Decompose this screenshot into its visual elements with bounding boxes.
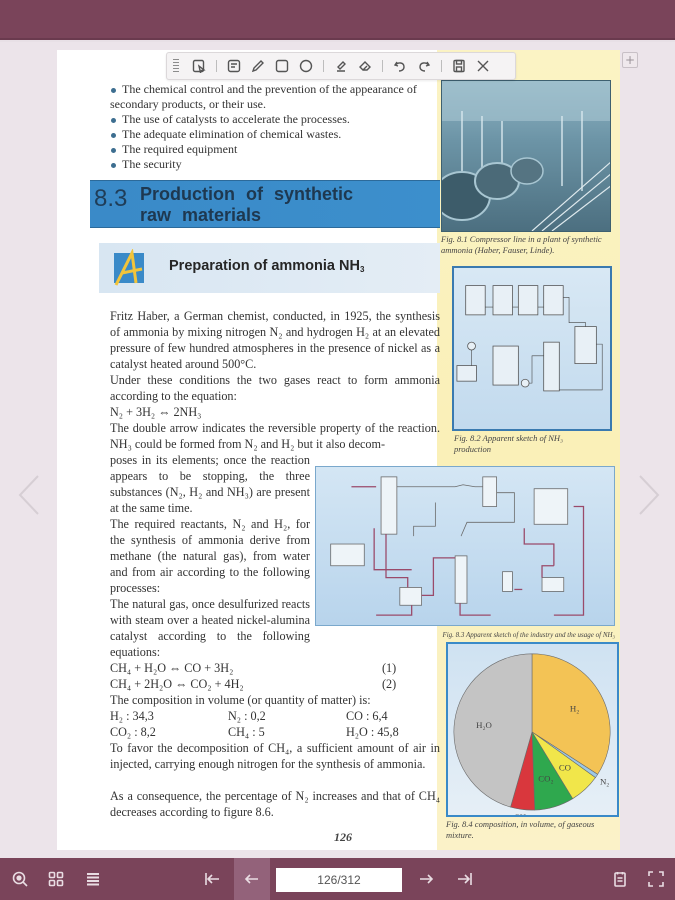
bullet-text: The use of catalysts to accelerate the processes.: [122, 112, 350, 126]
toolbar-divider: [382, 60, 383, 72]
bullet-item: [110, 157, 440, 172]
bullet-text: The chemical control and the prevention of the appearance of: [122, 82, 417, 96]
section-title-line-1: Production of synthetic: [140, 184, 354, 204]
gas-composition-pie-chart: [446, 642, 619, 817]
paragraph-4: poses in its elements; once the reaction appears to be stopping, the three substances (N₂, H₂ and NH₃) are present at the same time.: [110, 453, 310, 515]
next-page-arrow-icon[interactable]: [634, 472, 664, 518]
bullet-item: [110, 127, 440, 142]
eraser-icon[interactable]: [354, 55, 376, 77]
bullet-text: The required equipment: [122, 142, 238, 156]
save-icon[interactable]: [448, 55, 470, 77]
note-icon[interactable]: [223, 55, 245, 77]
bullet-item: [110, 112, 440, 127]
composition-value: CO : 6,4: [346, 709, 388, 723]
bullet-text: The security: [122, 157, 182, 171]
composition-value: CH₄ : 5: [228, 725, 265, 739]
document-page: [57, 50, 620, 850]
equation-1-number: (1): [382, 661, 397, 675]
paragraph-8: As a consequence, the percentage of N₂ increases and that of CH₄ decreases according to figure 8.6.: [110, 789, 440, 819]
paragraph-5: The required reactants, N₂ and H₂, for the synthesis of ammonia derive from methane (the natural gas), from water and from air according to the following processes:: [110, 517, 310, 595]
figure-3-caption: Fig. 8.3 Apparent sketch of the industry and the usage of NH₃: [442, 631, 615, 639]
section-number: 8.3: [94, 185, 128, 212]
pie-label: CO₂: [538, 773, 554, 784]
previous-page-arrow-icon[interactable]: [14, 472, 44, 518]
pie-label: CO: [558, 762, 572, 773]
figure-2-caption: Fig. 8.2 Apparent sketch of NH₃ production: [454, 433, 563, 454]
circle-icon[interactable]: [295, 55, 317, 77]
fullscreen-icon[interactable]: [638, 858, 674, 900]
pie-label: [514, 812, 529, 815]
highlighter-icon[interactable]: [330, 55, 352, 77]
list-outline-icon[interactable]: [75, 858, 111, 900]
next-page-icon[interactable]: [408, 858, 444, 900]
equation-ammonia: N₂ + 3H₂ ⇔ 2NH₃: [110, 405, 202, 419]
composition-value: CO₂ : 8,2: [110, 725, 156, 739]
paragraph-1: Fritz Haber, a German chemist, conducted, in 1925, the synthesis of ammonia by mixing nitrogen N₂ and hydrogen H₂ at an elevated pressure of few hundred atmospheres in the presence of nickel as a catalyst heated around 500°C.: [110, 309, 440, 371]
section-title: [140, 184, 353, 226]
composition-value: H₂ : 34,3: [110, 709, 154, 723]
pie-chart-svg: [448, 644, 617, 815]
bullet-dot-icon: [111, 118, 116, 123]
section-title-line-2: raw materials: [140, 205, 262, 225]
page-number-input[interactable]: [276, 868, 402, 892]
page-number: 126: [334, 830, 352, 844]
equation-1-text: CH₄ + H₂O ⇔ CO + 3H₂: [110, 661, 234, 675]
bullet-item: [110, 97, 440, 112]
subsection-title-subscript: 3: [359, 265, 365, 274]
undo-icon[interactable]: [389, 55, 411, 77]
subsection-title-text: Preparation of ammonia NH: [169, 258, 360, 274]
paragraph-7: To favor the decomposition of CH₄, a sufficient amount of air in injected, carrying enough nitrogen for the synthesis of ammonia.: [110, 741, 440, 771]
notes-clipboard-icon[interactable]: [602, 858, 638, 900]
equation-2-text: CH₄ + 2H₂O ⇔ CO₂ + 4H₂: [110, 677, 244, 691]
bullet-dot-icon: [111, 163, 116, 168]
previous-page-button[interactable]: [234, 858, 270, 900]
annotation-toolbar: [166, 52, 516, 80]
zoom-search-icon[interactable]: [2, 858, 38, 900]
bottom-navigation-bar: [0, 858, 675, 900]
bullet-item: [110, 82, 440, 97]
close-icon[interactable]: [472, 55, 494, 77]
composition-value: N₂ : 0,2: [228, 709, 266, 723]
bullet-item: [110, 142, 440, 157]
drag-handle-icon[interactable]: [173, 59, 179, 73]
paragraph-6: The natural gas, once desulfurized reacts with steam over a heated nickel-alumina catalyst according to the following equations:: [110, 597, 310, 659]
subsection-title: [169, 258, 364, 274]
toolbar-divider: [441, 60, 442, 72]
paragraph-3: The double arrow indicates the reversible property of the reaction. NH₃ could be formed from N₂ and H₂ but it also decom-: [110, 421, 440, 451]
bullet-text: The adequate elimination of chemical wastes.: [122, 127, 342, 141]
figure-4-caption: Fig. 8.4 composition, in volume, of gaseous mixture.: [446, 819, 595, 840]
composition-intro: The composition in volume (or quantity of matter) is:: [110, 693, 371, 707]
pie-label: N₂: [599, 776, 610, 787]
ammonia-production-sketch: [452, 266, 612, 431]
toolbar-divider: [216, 60, 217, 72]
ammonia-industry-sketch: [315, 466, 615, 626]
top-app-bar: [0, 0, 675, 40]
paragraph-2: Under these conditions the two gases react to form ammonia according to the equation:: [110, 373, 440, 403]
toolbar-divider: [323, 60, 324, 72]
pie-label: H₂: [569, 703, 580, 714]
composition-value: H₂O : 45,8: [346, 725, 399, 739]
activity-a-logo-icon: [110, 249, 148, 287]
compressor-photo: [441, 80, 611, 232]
bullet-dot-icon: [111, 148, 116, 153]
bullet-list: [110, 82, 440, 172]
rectangle-icon[interactable]: [271, 55, 293, 77]
add-icon[interactable]: +: [622, 52, 638, 68]
bullet-text: secondary products, or their use.: [110, 97, 266, 111]
equation-2-number: (2): [382, 677, 397, 691]
arrow-left-icon: [243, 870, 261, 888]
pie-label: H₂O: [476, 720, 492, 731]
bullet-dot-icon: [111, 133, 116, 138]
subsection-header: [99, 243, 440, 293]
redo-icon[interactable]: [413, 55, 435, 77]
select-text-icon[interactable]: [188, 55, 210, 77]
figure-1-caption: Fig. 8.1 Compressor line in a plant of synthetic ammonia (Haber, Fauser, Linde).: [441, 234, 602, 255]
section-header: [90, 180, 440, 228]
first-page-icon[interactable]: [194, 858, 230, 900]
pencil-icon[interactable]: [247, 55, 269, 77]
last-page-icon[interactable]: [447, 858, 483, 900]
bullet-dot-icon: [111, 88, 116, 93]
grid-thumbnails-icon[interactable]: [38, 858, 74, 900]
